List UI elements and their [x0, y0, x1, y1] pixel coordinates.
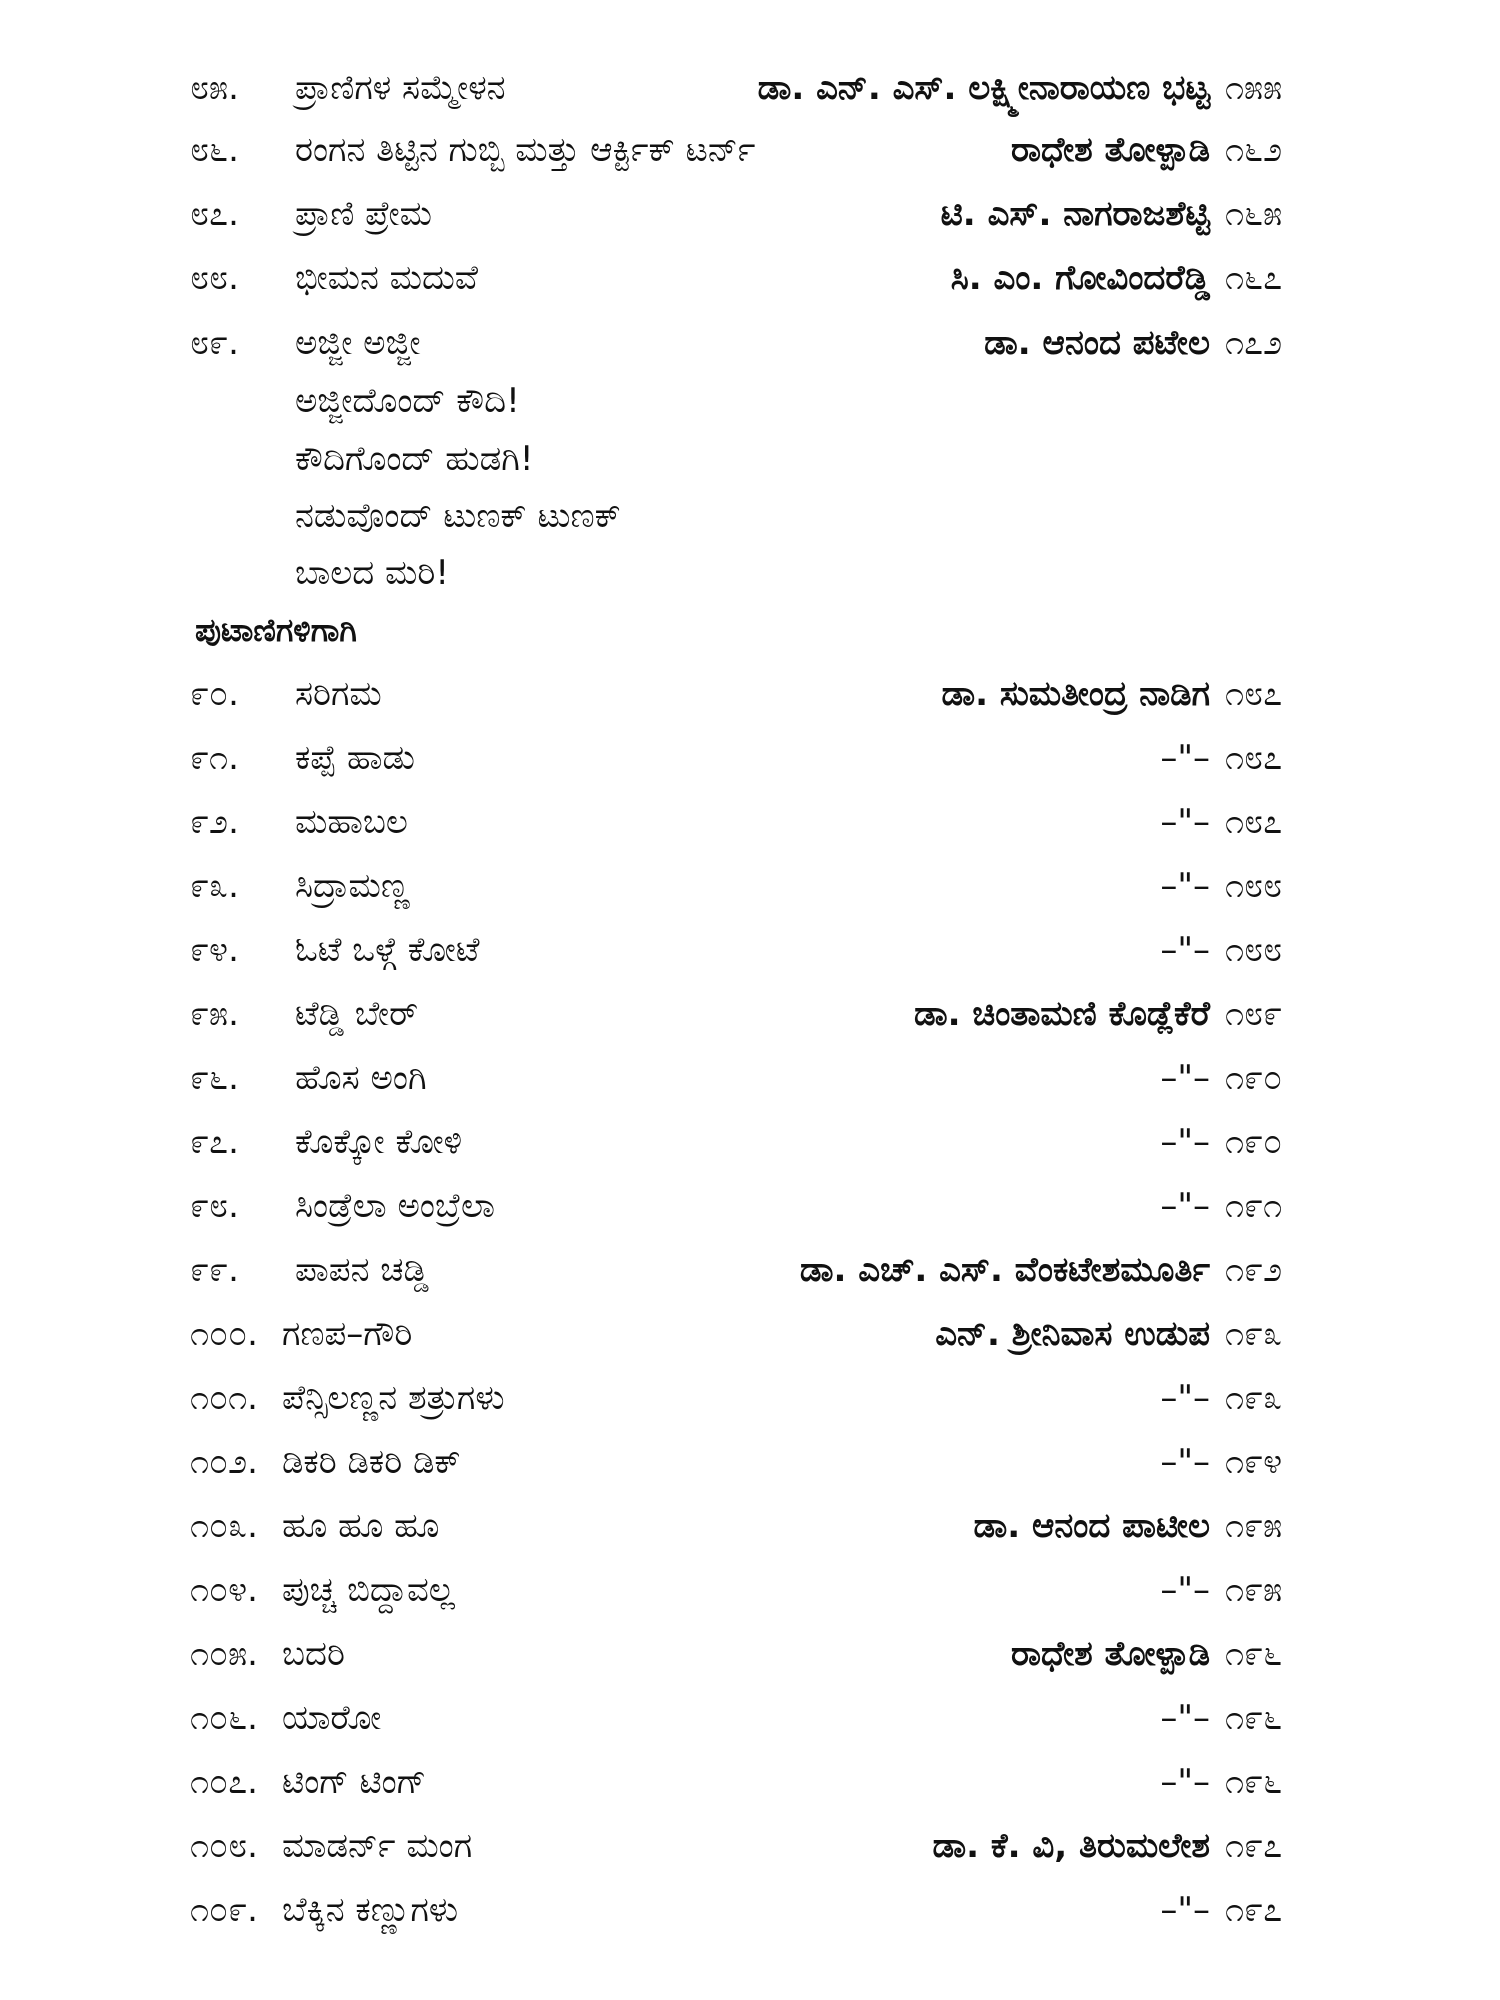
entry-number: ೧೦೧. — [190, 1378, 258, 1418]
toc-entry — [0, 189, 1500, 239]
entry-author-ditto: –"– — [1160, 802, 1210, 842]
entry-title: ಪಾಪನ ಚಡ್ಡಿ — [295, 1250, 429, 1290]
entry-author-ditto: –"– — [1160, 930, 1210, 970]
entry-title: ಬೆಕ್ಕಿನ ಕಣ್ಣುಗಳು — [282, 1890, 459, 1930]
entry-page: ೧೮೭ — [1225, 802, 1283, 842]
entry-title: ಹೊಸ ಅಂಗಿ — [295, 1058, 427, 1098]
entry-author: ಡಾ. ಚಿಂತಾಮಣಿ ಕೊಡ್ಲೆಕೆರೆ — [913, 994, 1210, 1034]
entry-number: ೯೮. — [190, 1186, 239, 1226]
entry-page: ೧೯೩ — [1225, 1378, 1283, 1418]
entry-title: ಕೊಕ್ಕೋ ಕೋಳಿ — [295, 1122, 463, 1162]
entry-number: ೧೦೯. — [190, 1890, 258, 1930]
toc-entry — [0, 669, 1500, 719]
entry-author: ರಾಧೇಶ ತೋಳ್ಪಾಡಿ — [1011, 130, 1210, 170]
entry-author: ಎನ್. ಶ್ರೀನಿವಾಸ ಉಡುಪ — [935, 1314, 1210, 1354]
entry-title: ಮಹಾಬಲ — [295, 802, 408, 842]
entry-title: ಸರಿಗಮ — [295, 674, 382, 714]
entry-number: ೧೦೫. — [190, 1634, 258, 1674]
entry-title: ಡಿಕರಿ ಡಿಕರಿ ಡಿಕ್ — [282, 1442, 461, 1482]
entry-number: ೮೬. — [190, 130, 239, 170]
entry-author: ಡಾ. ಎನ್. ಎಸ್. ಲಕ್ಷ್ಮೀನಾರಾಯಣ ಭಟ್ಟ — [757, 68, 1210, 108]
entry-number: ೯೭. — [190, 1122, 239, 1162]
toc-entry — [0, 1821, 1500, 1871]
entry-author: ಡಾ. ಕೆ. ವಿ, ತಿರುಮಲೇಶ — [932, 1826, 1210, 1866]
entry-author-ditto: –"– — [1160, 738, 1210, 778]
entry-number: ೧೦೩. — [190, 1506, 258, 1546]
entry-author: ರಾಧೇಶ ತೋಳ್ಪಾಡಿ — [1011, 1634, 1210, 1674]
entry-title: ಗಣಪ–ಗೌರಿ — [282, 1314, 413, 1354]
entry-number: ೯೬. — [190, 1058, 239, 1098]
entry-page: ೧೮೮ — [1225, 866, 1283, 906]
entry-author-ditto: –"– — [1160, 1378, 1210, 1418]
toc-entry — [0, 1181, 1500, 1231]
entry-page: ೧೫೫ — [1225, 68, 1283, 108]
entry-page: ೧೯೪ — [1225, 1442, 1283, 1482]
toc-entry — [0, 318, 1500, 368]
entry-author: ಡಾ. ಆನಂದ ಪಟೇಲ — [984, 323, 1210, 363]
entry-page: ೧೬೫ — [1225, 194, 1283, 234]
entry-title: ಭೀಮನ ಮದುವೆ — [295, 258, 478, 298]
entry-number: ೮೮. — [190, 258, 239, 298]
entry-author-ditto: –"– — [1160, 1698, 1210, 1738]
toc-entry — [0, 1309, 1500, 1359]
entry-author-ditto: –"– — [1160, 1058, 1210, 1098]
entry-page: ೧೯೩ — [1225, 1314, 1283, 1354]
entry-title: ಟಿಂಗ್ ಟಿಂಗ್ — [282, 1762, 427, 1802]
entry-title: ಪ್ರಾಣಿಗಳ ಸಮ್ಮೇಳನ — [295, 68, 506, 108]
entry-author-ditto: –"– — [1160, 1122, 1210, 1162]
entry-page: ೧೬೭ — [1225, 258, 1283, 298]
entry-title: ಮಾಡರ್ನ್ ಮಂಗ — [282, 1826, 473, 1866]
entry-number: ೯೨. — [190, 802, 239, 842]
toc-entry — [0, 861, 1500, 911]
entry-title: ಪುಚ್ಚ ಬಿದ್ದಾವಲ್ಲ — [282, 1570, 455, 1610]
entry-number: ೧೦೮. — [190, 1826, 258, 1866]
toc-entry — [0, 1437, 1500, 1487]
toc-entry — [0, 1629, 1500, 1679]
toc-entry — [0, 733, 1500, 783]
entry-number: ೧೦೨. — [190, 1442, 258, 1482]
toc-entry — [0, 1693, 1500, 1743]
entry-author-ditto: –"– — [1160, 1570, 1210, 1610]
entry-page: ೧೯೧ — [1225, 1186, 1283, 1226]
toc-entry — [0, 1245, 1500, 1295]
entry-number: ೯೧. — [190, 738, 239, 778]
toc-entry — [0, 1885, 1500, 1935]
entry-number: ೯೪. — [190, 930, 239, 970]
entry-page: ೧೯೭ — [1225, 1890, 1283, 1930]
entry-title: ಪೆನ್ಸಿಲಣ್ಣನ ಶತ್ರುಗಳು — [282, 1378, 505, 1418]
entry-page: ೧೬೨ — [1225, 130, 1283, 170]
entry-author-ditto: –"– — [1160, 1762, 1210, 1802]
entry-title-continuation: ಕೌದಿಗೊಂದ್ ಹುಡಗಿ! — [295, 439, 534, 479]
entry-number: ೧೦೭. — [190, 1762, 258, 1802]
toc-entry — [0, 989, 1500, 1039]
entry-number: ೧೦೪. — [190, 1570, 258, 1610]
entry-number: ೯೫. — [190, 994, 239, 1034]
toc-entry — [0, 125, 1500, 175]
entry-page: ೧೯೫ — [1225, 1506, 1283, 1546]
entry-page: ೧೯೦ — [1225, 1122, 1283, 1162]
toc-entry — [0, 1757, 1500, 1807]
entry-title: ಅಜ್ಜೀ ಅಜ್ಜೀ — [295, 323, 421, 363]
toc-entry — [0, 925, 1500, 975]
entry-number: ೯೩. — [190, 866, 239, 906]
toc-entry — [0, 1053, 1500, 1103]
entry-author: ಡಾ. ಆನಂದ ಪಾಟೀಲ — [973, 1506, 1210, 1546]
entry-page: ೧೯೨ — [1225, 1250, 1283, 1290]
entry-author-ditto: –"– — [1160, 1890, 1210, 1930]
entry-page: ೧೯೬ — [1225, 1634, 1283, 1674]
entry-author-ditto: –"– — [1160, 866, 1210, 906]
entry-page: ೧೯೦ — [1225, 1058, 1283, 1098]
entry-page: ೧೮೯ — [1225, 994, 1283, 1034]
entry-title-continuation: ಅಜ್ಜೀದೊಂದ್ ಕೌದಿ! — [295, 381, 520, 421]
entry-author-ditto: –"– — [1160, 1186, 1210, 1226]
entry-number: ೯೦. — [190, 674, 239, 714]
entry-author: ಡಾ. ಎಚ್. ಎಸ್. ವೆಂಕಟೇಶಮೂರ್ತಿ — [799, 1250, 1210, 1290]
entry-number: ೮೭. — [190, 194, 239, 234]
entry-page: ೧೯೭ — [1225, 1826, 1283, 1866]
entry-title: ಕಪ್ಪೆ ಹಾಡು — [295, 738, 415, 778]
toc-entry — [0, 1501, 1500, 1551]
entry-page: ೧೮೭ — [1225, 738, 1283, 778]
toc-entry — [0, 797, 1500, 847]
entry-title: ಸಿದ್ರಾಮಣ್ಣ — [295, 866, 410, 906]
entry-title: ಸಿಂಡ್ರೆಲಾ ಅಂಬ್ರೆಲಾ — [295, 1186, 496, 1226]
entry-title: ಓಟೆ ಒಳ್ಗೆ ಕೋಟೆ — [295, 930, 480, 970]
entry-title: ಯಾರೋ — [282, 1698, 382, 1738]
entry-title-continuation: ನಡುವೊಂದ್ ಟುಣಕ್ ಟುಣಕ್ — [295, 496, 621, 536]
toc-entry — [0, 1565, 1500, 1615]
entry-page: ೧೭೨ — [1225, 323, 1283, 363]
entry-title: ಟೆಡ್ಡಿ ಬೇರ್ — [295, 994, 419, 1034]
toc-entry — [0, 63, 1500, 113]
entry-author: ಟಿ. ಎಸ್. ನಾಗರಾಜಶೆಟ್ಟಿ — [940, 194, 1210, 234]
toc-entry — [0, 1117, 1500, 1167]
entry-title-continuation: ಬಾಲದ ಮರಿ! — [295, 553, 449, 593]
toc-entry — [0, 253, 1500, 303]
entry-page: ೧೯೫ — [1225, 1570, 1283, 1610]
entry-author: ಸಿ. ಎಂ. ಗೋವಿಂದರೆಡ್ಡಿ — [950, 258, 1210, 298]
entry-number: ೮೯. — [190, 323, 239, 363]
entry-author: ಡಾ. ಸುಮತೀಂದ್ರ ನಾಡಿಗ — [941, 674, 1210, 714]
entry-author-ditto: –"– — [1160, 1442, 1210, 1482]
entry-title: ಹೂ ಹೂ ಹೂ — [282, 1506, 440, 1546]
entry-title: ರಂಗನ ತಿಟ್ಟಿನ ಗುಬ್ಬಿ ಮತ್ತು ಆರ್ಕ್ಟಿಕ್ ಟರ್ನ್ — [295, 130, 756, 170]
entry-page: ೧೮೭ — [1225, 674, 1283, 714]
entry-title: ಪ್ರಾಣಿ ಪ್ರೇಮ — [295, 194, 432, 234]
section-heading: ಪುಟಾಣಿಗಳಿಗಾಗಿ — [195, 611, 357, 649]
entry-title: ೧೦೦. — [190, 1314, 258, 1354]
entry-number: ೮೫. — [190, 68, 239, 108]
entry-page: ೧೯೬ — [1225, 1698, 1283, 1738]
entry-page: ೧೮೮ — [1225, 930, 1283, 970]
entry-number: ೯೯. — [190, 1250, 239, 1290]
entry-number: ೧೦೬. — [190, 1698, 258, 1738]
entry-page: ೧೯೬ — [1225, 1762, 1283, 1802]
toc-entry — [0, 1373, 1500, 1423]
entry-title: ಬದರಿ — [282, 1634, 345, 1674]
